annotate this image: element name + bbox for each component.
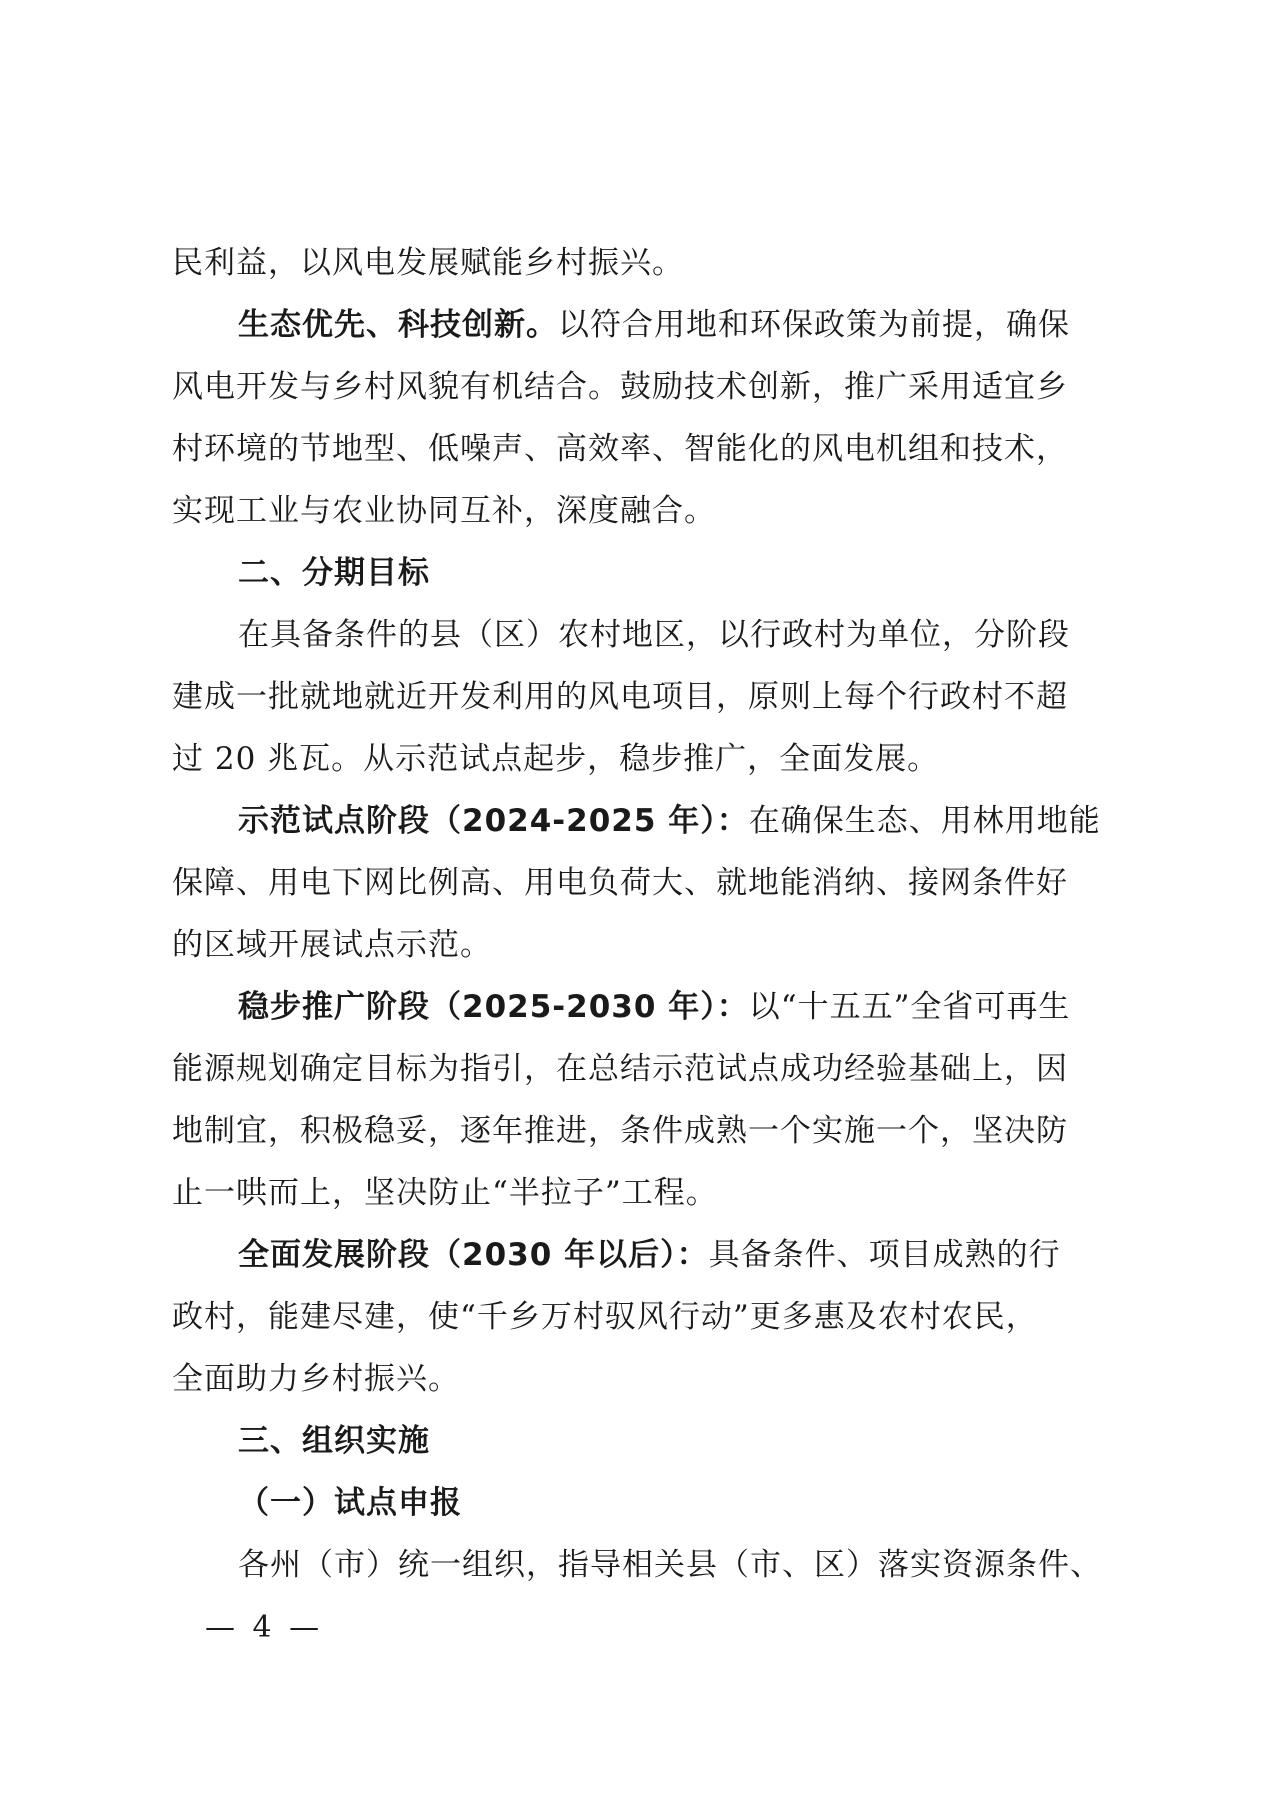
- paragraph-line: [172, 294, 1118, 356]
- section-heading: 三、组织实施: [238, 1423, 430, 1459]
- paragraph-line: 保障、用电下网比例高、用电负荷大、就地能消纳、接网条件好: [172, 865, 1068, 901]
- paragraph-line: 的区域开展试点示范。: [172, 927, 492, 963]
- paragraph-line: 村环境的节地型、低噪声、高效率、智能化的风电机组和技术，: [172, 431, 1068, 467]
- paragraph-text: 以“十五五”全省可再生: [748, 989, 1071, 1025]
- subsection-heading: （一）试点申报: [238, 1485, 462, 1521]
- paragraph-line: 过 20 兆瓦。从示范试点起步，稳步推广，全面发展。: [172, 741, 940, 777]
- paragraph-text: 以符合用地和环保政策为前提，确保: [558, 307, 1070, 343]
- paragraph-line: 民利益，以风电发展赋能乡村振兴。: [172, 245, 684, 281]
- bold-lead: 全面发展阶段（2030 年以后）：: [238, 1237, 709, 1273]
- document-body: [172, 232, 1118, 1596]
- paragraph-text: 具备条件、项目成熟的行: [708, 1237, 1061, 1273]
- paragraph-line: [172, 790, 1118, 852]
- paragraph-line: 实现工业与农业协同互补，深度融合。: [172, 493, 716, 529]
- paragraph-text: 在确保生态、用林用地能: [748, 803, 1101, 839]
- paragraph-line: 能源规划确定目标为指引，在总结示范试点成功经验基础上，因: [172, 1051, 1068, 1087]
- paragraph-line: 止一哄而上，坚决防止“半拉子”工程。: [172, 1175, 718, 1211]
- paragraph-line: [172, 976, 1118, 1038]
- bold-lead: 稳步推广阶段（2025-2030 年）：: [238, 989, 749, 1025]
- paragraph-line: 建成一批就地就近开发利用的风电项目，原则上每个行政村不超: [172, 679, 1068, 715]
- page-number: — 4 —: [205, 1610, 324, 1645]
- paragraph-line: 全面助力乡村振兴。: [172, 1361, 460, 1397]
- bold-lead: 生态优先、科技创新。: [238, 307, 558, 343]
- bold-lead: 示范试点阶段（2024-2025 年）：: [238, 803, 749, 839]
- paragraph-line: 地制宜，积极稳妥，逐年推进，条件成熟一个实施一个，坚决防: [172, 1113, 1068, 1149]
- section-heading: 二、分期目标: [238, 555, 430, 591]
- paragraph-line: [172, 1224, 1118, 1286]
- paragraph-line: 各州（市）统一组织，指导相关县（市、区）落实资源条件、: [238, 1547, 1102, 1583]
- paragraph-line: 风电开发与乡村风貌有机结合。鼓励技术创新，推广采用适宜乡: [172, 369, 1068, 405]
- paragraph-line: 在具备条件的县（区）农村地区，以行政村为单位，分阶段: [238, 617, 1070, 653]
- paragraph-line: 政村，能建尽建，使“千乡万村驭风行动”更多惠及农村农民，: [172, 1299, 1038, 1335]
